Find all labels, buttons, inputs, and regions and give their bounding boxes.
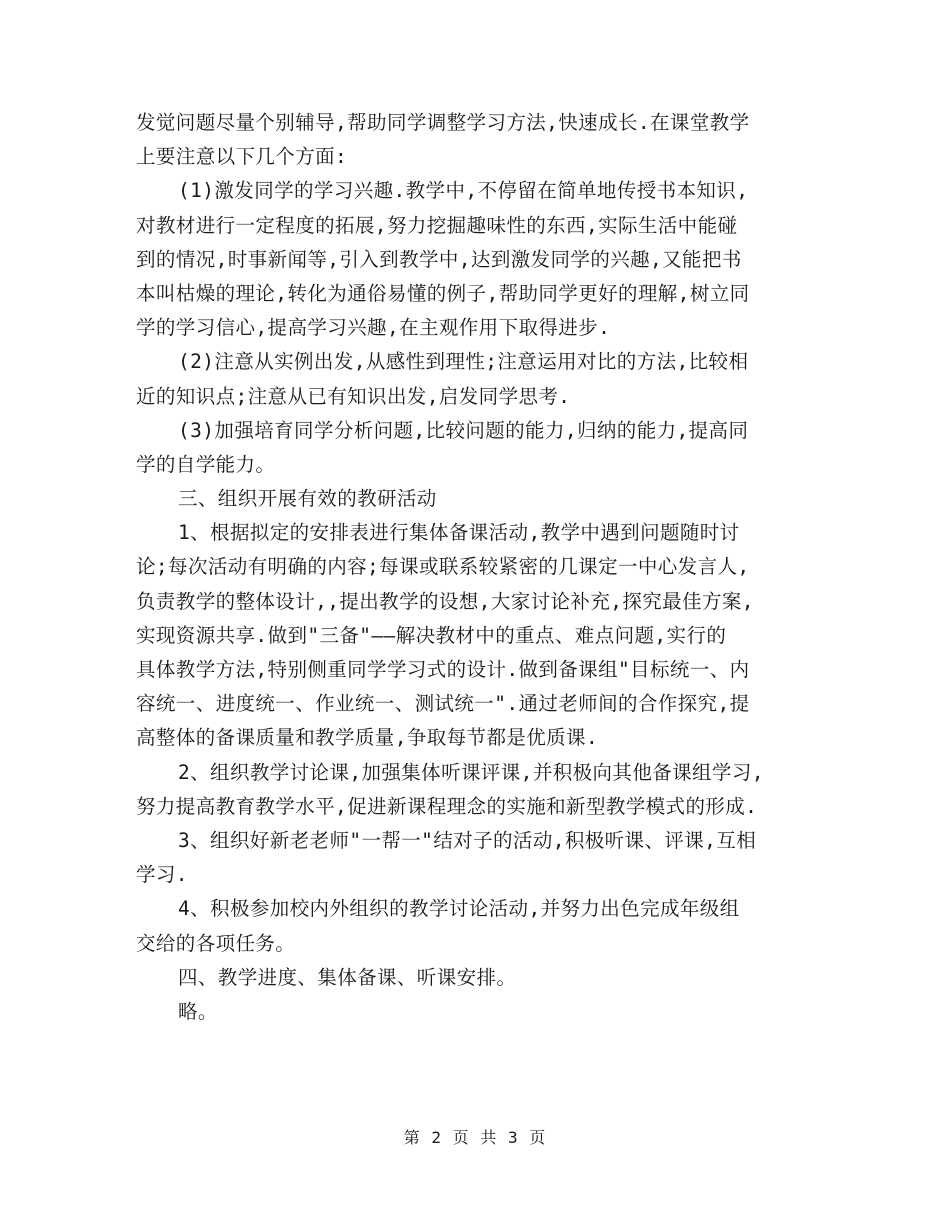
page-number-footer: 第 2 页 共 3 页 [403, 1128, 547, 1147]
text-line: (2)注意从实例出发,从感性到理性;注意运用对比的方法,比较相 [178, 350, 749, 374]
text-line: 实现资源共享.做到"三备"——解决教材中的重点、难点问题,实行的 [136, 623, 727, 647]
text-line: 上要注意以下几个方面: [136, 145, 348, 169]
text-line: 努力提高教育教学水平,促进新课程理念的实施和新型教学模式的形成. [136, 794, 758, 818]
text-line: 学的学习信心,提高学习兴趣,在主观作用下取得进步. [136, 316, 611, 340]
text-line: 交给的各项任务。 [136, 931, 296, 955]
text-line: 发觉问题尽量个别辅导,帮助同学调整学习方法,快速成长.在课堂教学 [136, 111, 750, 134]
text-line: (3)加强培育同学分析问题,比较问题的能力,归纳的能力,提高同 [178, 418, 749, 442]
text-line: 4、积极参加校内外组织的教学讨论活动,并努力出色完成年级组 [178, 897, 740, 921]
text-line: (1)激发同学的学习兴趣.教学中,不停留在简单地传授书本知识, [178, 179, 749, 203]
text-line: 略。 [178, 999, 218, 1023]
body-text [136, 106, 816, 1029]
section-heading: 三、组织开展有效的教研活动 [178, 487, 437, 511]
text-line: 具体教学方法,特别侧重同学学习式的设计.做到备课组"目标统一、内 [136, 658, 750, 681]
text-line: 论;每次活动有明确的内容;每课或联系较紧密的几课定一中心发言人, [136, 555, 750, 579]
text-line: 对教材进行一定程度的拓展,努力挖掘趣味性的东西,实际生活中能碰 [136, 213, 738, 237]
text-line: 1、根据拟定的安排表进行集体备课活动,教学中遇到问题随时讨 [178, 521, 740, 545]
text-line: 高整体的备课质量和教学质量,争取每节都是优质课. [136, 726, 599, 750]
text-line: 容统一、进度统一、作业统一、测试统一".通过老师间的合作探究,提 [136, 692, 750, 716]
text-line: 到的情况,时事新闻等,引入到教学中,达到激发同学的兴趣,又能把书 [136, 247, 742, 271]
text-line: 学的自学能力。 [136, 452, 276, 476]
text-line: 3、组织好新老老师"一帮一"结对子的活动,积极听课、评课,互相 [178, 828, 757, 852]
text-line: 近的知识点;注意从已有知识出发,启发同学思考. [136, 384, 571, 408]
text-line: 学习. [136, 863, 188, 887]
section-heading: 四、教学进度、集体备课、听课安排。 [178, 965, 517, 989]
text-line: 本叫枯燥的理论,转化为通俗易懂的例子,帮助同学更好的理解,树立同 [136, 281, 750, 305]
text-line: 负责教学的整体设计,,提出教学的设想,大家讨论补充,探究最佳方案, [136, 589, 754, 613]
text-line: 2、组织教学讨论课,加强集体听课评课,并积极向其他备课组学习, [178, 760, 764, 784]
